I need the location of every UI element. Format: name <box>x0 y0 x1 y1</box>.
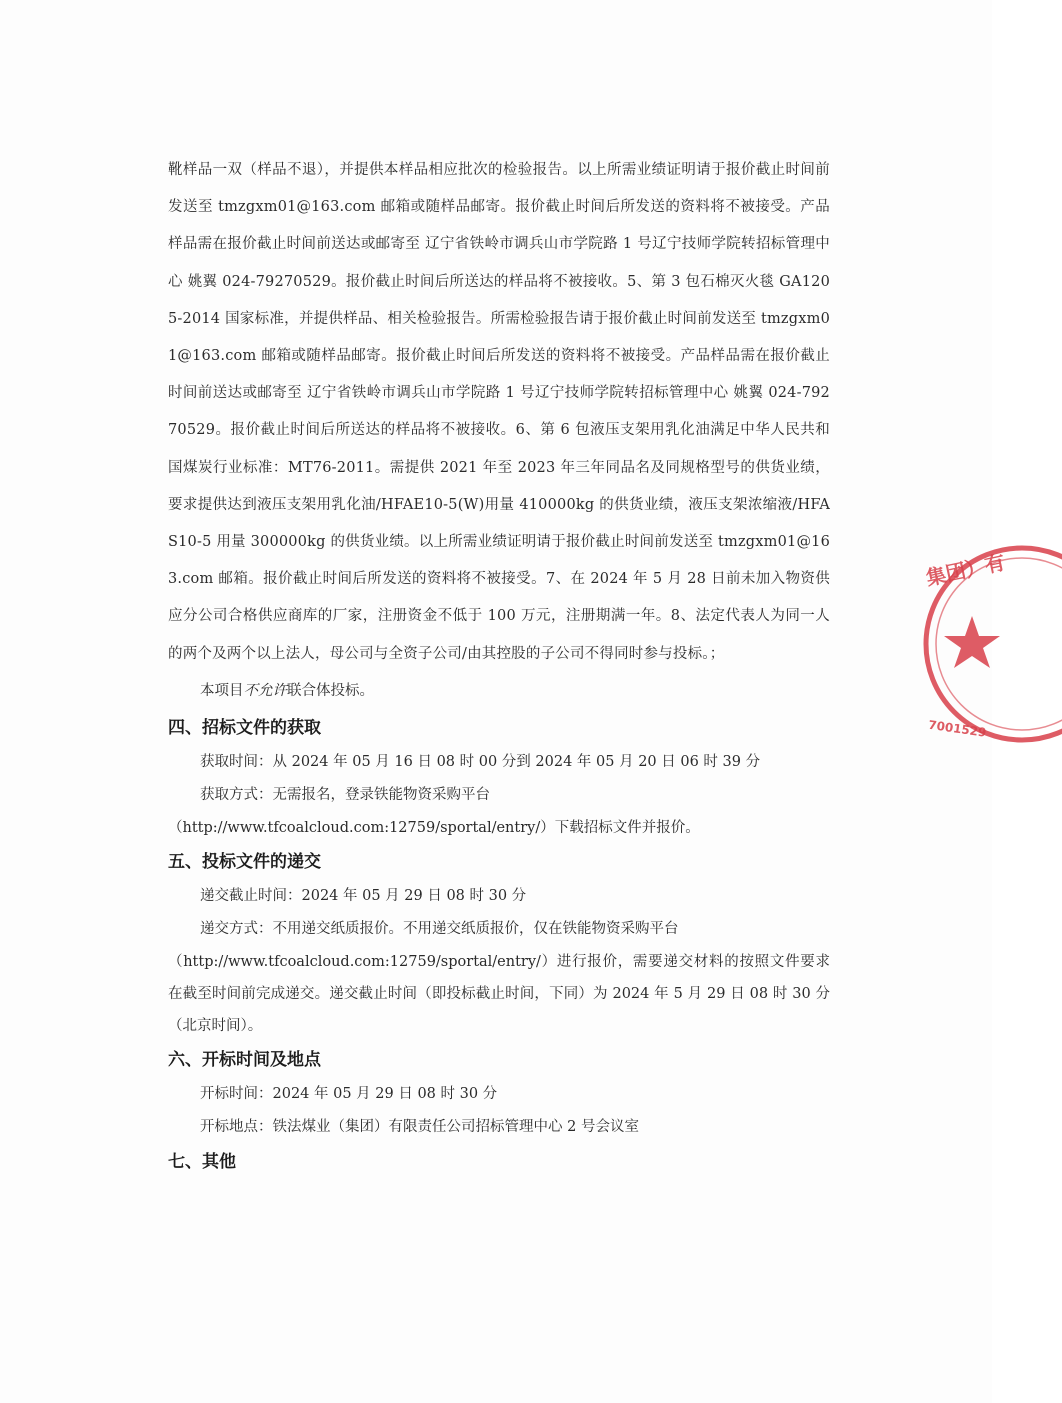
consortium-prefix: 本项目 <box>200 682 244 699</box>
section5-detail: （http://www.tfcoalcloud.com:12759/sportal/entry/）进行报价，需要递交材料的按照文件要求在截至时间前完成递交。递交截止时间（即投标截止时间，下同）为 2024 年 5 月 29 日 08 时 30 分（北京时间）。 <box>168 954 830 1035</box>
consortium-emphasis: 不允许 <box>243 682 287 699</box>
section6-place: 开标地点：铁法煤业（集团）有限责任公司招标管理中心 2 号会议室 <box>200 1119 639 1136</box>
seal-graphic <box>922 544 1008 744</box>
section5-heading: 五、投标文件的递交 <box>168 852 321 873</box>
consortium-suffix: 联合体投标。 <box>287 682 374 699</box>
section6-time: 开标时间：2024 年 05 月 29 日 08 时 30 分 <box>200 1086 498 1103</box>
section6-heading: 六、开标时间及地点 <box>168 1050 321 1071</box>
seal-text-top: 集团）有 <box>923 550 1008 591</box>
section7-heading: 七、其他 <box>168 1152 236 1173</box>
document-content <box>168 152 830 1180</box>
body-paragraph: 靴样品一双（样品不退），并提供本样品相应批次的检验报告。以上所需业绩证明请于报价截止时间前发送至 tmzgxm01@163.com 邮箱或随样品邮寄。报价截止时间后所发送的资料将不被接受。产品样品需在报价截止时间前送达或邮寄至 辽宁省铁岭市调兵山市学院路 1 号辽宁技师学院转招标管理中心 姚翼 024-79270529。报价截止时间后所送达的样品将不被接收。5、第 3 包石棉灭火毯 GA1205-2014 国家标准，并提供样品、相关检验报告。所需检验报告请于报价截止时间前发送至 tmzgxm01@163.com 邮箱或随样品邮寄。报价截止时间后所发送的资料将不被接受。产品样品需在报价截止时间前送达或邮寄至 辽宁省铁岭市调兵山市学院路 1 号辽宁技师学院转招标管理中心 姚翼 024-79270529。报价截止时间后所送达的样品将不被接收。6、第 6 包液压支架用乳化油满足中华人民共和国煤炭行业标准：MT76-2011。需提供 2021 年至 2023 年三年同品名及同规格型号的供货业绩，要求提供达到液压支架用乳化油/HFAE10-5(W)用量 410000kg 的供货业绩，液压支架浓缩液/HFAS10-5 用量 300000kg 的供货业绩。以上所需业绩证明请于报价截止时间前发送至 tmzgxm01@163.com 邮箱。报价截止时间后所发送的资料将不被接受。7、在 2024 年 5 月 28 日前未加入物资供应分公司合格供应商库的厂家，注册资金不低于 100 万元，注册期满一年。8、法定代表人为同一人的两个及两个以上法人，母公司与全资子公司/由其控股的子公司不得同时参与投标。； <box>168 162 830 662</box>
company-seal <box>922 544 1062 744</box>
seal-text-bottom: 7001529 <box>927 717 988 740</box>
consortium-statement <box>168 673 830 710</box>
seal-star-icon <box>944 616 1000 668</box>
section5-method: 递交方式：不用递交纸质报价。不用递交纸质报价，仅在铁能物资采购平台 <box>200 921 679 938</box>
section4-url-line: （http://www.tfcoalcloud.com:12759/sportal/entry/）下载招标文件并报价。 <box>168 820 700 837</box>
section4-heading: 四、招标文件的获取 <box>168 718 321 739</box>
section4-time: 获取时间：从 2024 年 05 月 16 日 08 时 00 分到 2024 年 05 月 20 日 06 时 39 分 <box>200 754 761 771</box>
section4-method: 获取方式：无需报名，登录铁能物资采购平台 <box>200 787 490 804</box>
section5-deadline: 递交截止时间：2024 年 05 月 29 日 08 时 30 分 <box>200 888 527 905</box>
